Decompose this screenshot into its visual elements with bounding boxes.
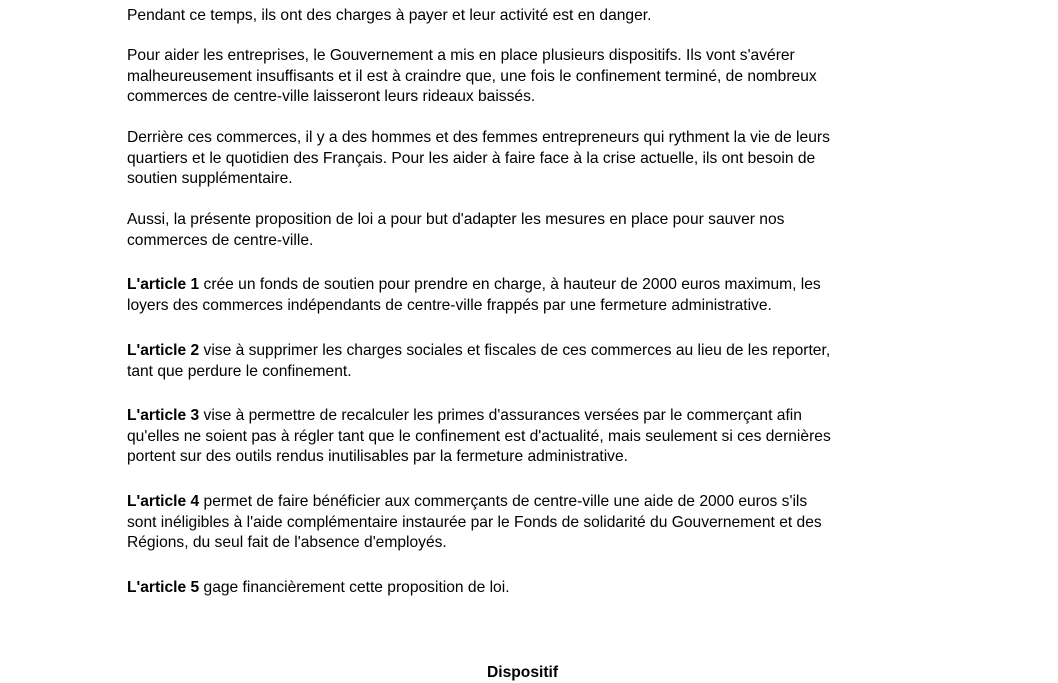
intro-paragraph-2 — [127, 46, 817, 108]
article-3-line-2: qu'elles ne soient pas à régler tant que le confinement est d'actualité, mais seulement si ces dernières — [127, 427, 831, 445]
article-4-line-1: permet de faire bénéficier aux commerçants de centre-ville une aide de 2000 euros s'ils — [199, 493, 808, 510]
article-1-line-1: crée un fonds de soutien pour prendre en charge, à hauteur de 2000 euros maximum, les — [199, 276, 821, 293]
intro-3-line-1: Derrière ces commerces, il y a des hommes et des femmes entrepreneurs qui rythment la vie de leurs — [127, 129, 830, 146]
article-4-line-3: Régions, du seul fait de l'absence d'employés. — [127, 534, 447, 551]
article-2-paragraph — [127, 341, 830, 382]
article-5-line-1: gage financièrement cette proposition de loi. — [199, 579, 510, 596]
article-5-label: L'article 5 — [127, 579, 200, 596]
intro-2-line-1: Pour aider les entreprises, le Gouvernement a mis en place plusieurs dispositifs. Ils vont s'avérer — [127, 47, 795, 64]
intro-3-line-3: soutien supplémentaire. — [127, 170, 293, 187]
intro-paragraph-1 — [127, 6, 651, 27]
article-4-line-2: sont inéligibles à l'aide complémentaire instaurée par le Fonds de solidarité du Gouvernement et des — [127, 513, 822, 531]
intro-1-line-1: Pendant ce temps, ils ont des charges à payer et leur activité est en danger. — [127, 7, 652, 24]
intro-2-line-2: malheureusement insuffisants et il est à craindre que, une fois le confinement terminé, de nombreux — [127, 67, 817, 85]
article-3-line-1: vise à permettre de recalculer les primes d'assurances versées par le commerçant afin — [199, 407, 802, 424]
article-4-paragraph — [127, 492, 822, 554]
section-heading-dispositif: Dispositif — [487, 664, 559, 681]
intro-4-line-2: commerces de centre-ville. — [127, 231, 314, 249]
intro-paragraph-3 — [127, 128, 830, 190]
intro-2-line-3: commerces de centre-ville laisseront leurs rideaux baissés. — [127, 88, 536, 105]
article-2-line-1: vise à supprimer les charges sociales et fiscales de ces commerces au lieu de les reporter, — [199, 342, 831, 359]
intro-3-line-2: quartiers et le quotidien des Français. Pour les aider à faire face à la crise actuelle, ils ont besoin de — [127, 149, 816, 167]
article-3-paragraph — [127, 406, 831, 468]
intro-4-line-1: Aussi, la présente proposition de loi a pour but d'adapter les mesures en place pour sauver nos — [127, 211, 785, 228]
article-2-line-2: tant que perdure le confinement. — [127, 362, 352, 380]
article-3-label: L'article 3 — [127, 407, 200, 424]
article-4-label: L'article 4 — [127, 493, 200, 510]
intro-paragraph-4 — [127, 210, 784, 251]
article-3-line-3: portent sur des outils rendus inutilisables par la fermeture administrative. — [127, 448, 628, 465]
article-1-paragraph — [127, 275, 821, 316]
article-5-paragraph — [127, 578, 510, 599]
article-2-label: L'article 2 — [127, 342, 200, 359]
article-1-label: L'article 1 — [127, 276, 200, 293]
article-1-line-2: loyers des commerces indépendants de centre-ville frappés par une fermeture administrative. — [127, 296, 772, 314]
